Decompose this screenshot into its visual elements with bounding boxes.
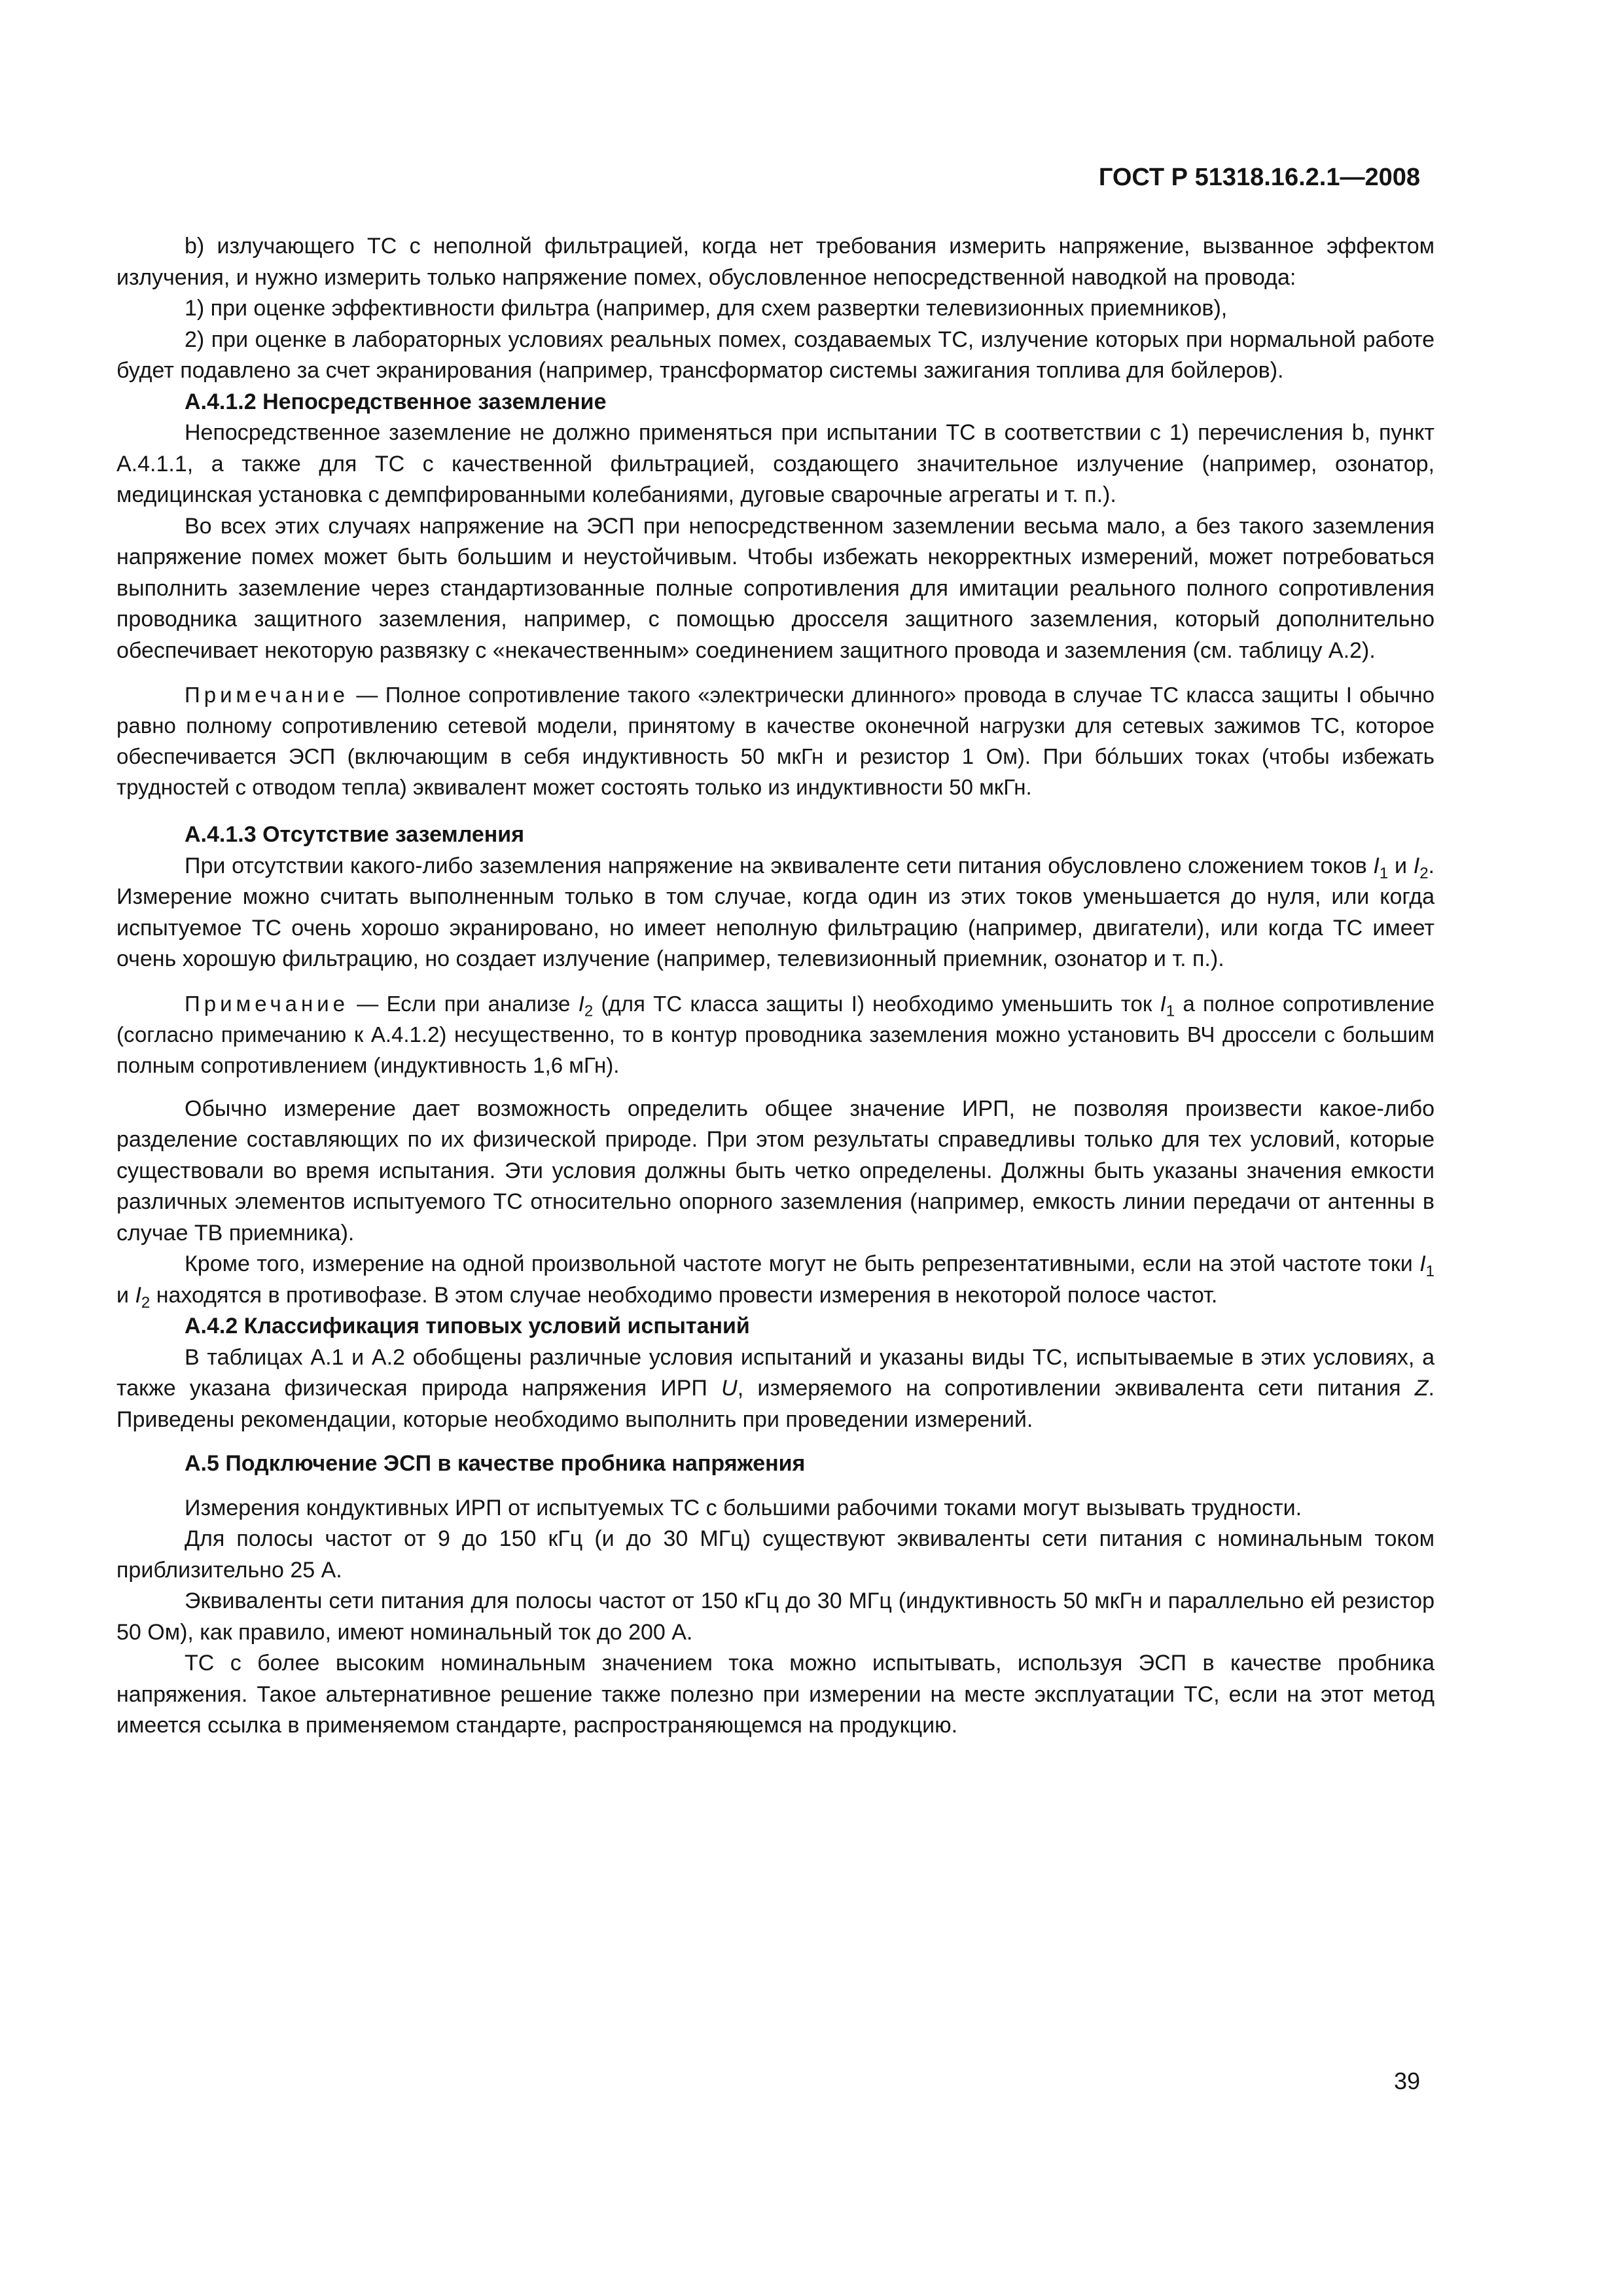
paragraph-sub-item-2: 2) при оценке в лабораторных условиях реальных помех, создаваемых ТС, излучение которых при нормальной работе будет подавлено за счет экранирования (например, трансформатор системы зажигания топлива для бойлеров).	[116, 327, 1435, 383]
section-heading-a5: А.5 Подключение ЭСП в качестве пробника напряжения	[185, 1451, 806, 1476]
document-code-header: ГОСТ Р 51318.16.2.1—2008	[1098, 164, 1420, 191]
paragraph-test-conditions-tables: В таблицах А.1 и А.2 обобщены различные условия испытаний и указаны виды ТС, испытываемые в этих условиях, а также указана физическая природа напряжения ИРП U, измеряемого на сопротивлении эквивалента сети питания Z. Приведены рекомендации, которые необходимо выполнить при проведении измерений.	[116, 1344, 1435, 1432]
paragraph-25a-networks: Для полосы частот от 9 до 150 кГц (и до 30 МГц) существуют эквиваленты сети питания с номинальным током приблизительно 25 А.	[116, 1526, 1435, 1583]
page-number: 39	[1393, 2068, 1420, 2094]
section-heading-a413: А.4.1.3 Отсутствие заземления	[185, 822, 525, 847]
note-text: — Полное сопротивление такого «электрически длинного» провода в случае ТС класса защиты I обычно равно полному сопротивлению сетевой модели, принятому в качестве оконечной нагрузки для сетевых зажимов ТС, которое обеспечивается ЭСП (включающим в себя индуктивность 50 мкГн и резистор 1 Ом). При бóльших токах (чтобы избежать трудностей с отводом тепла) эквивалент может состоять только из индуктивности 50 мкГн.	[116, 683, 1435, 799]
note-label: Примечание	[185, 991, 349, 1016]
paragraph-direct-grounding: Непосредственное заземление не должно применяться при испытании ТС в соответствии с 1) перечисления b, пункт А.4.1.1, а также для ТС с качественной фильтрацией, создающего значительное излучение (например, озонатор, медицинская установка с демпфированными колебаниями, дуговые сварочные агрегаты и т. п.).	[116, 420, 1435, 507]
paragraph-measurement-general: Обычно измерение дает возможность определить общее значение ИРП, не позволяя произвести какое-либо разделение составляющих по их физической природе. При этом результаты справедливы только для тех условий, которые существовали во время испытания. Эти условия должны быть четко определены. Должны быть указаны значения емкости различных элементов испытуемого ТС относительно опорного заземления (например, емкость линии передачи от антенны в случае ТВ приемника).	[116, 1096, 1435, 1246]
section-heading-a412: А.4.1.2 Непосредственное заземление	[185, 389, 607, 414]
note-electrically-long-wire	[116, 679, 1435, 802]
paragraph-200a-networks: Эквиваленты сети питания для полосы частот от 150 кГц до 30 МГц (индуктивность 50 мкГн и параллельно ей резистор 50 Ом), как правило, имеют номинальный ток до 200 А.	[116, 1588, 1435, 1645]
section-heading-a42: А.4.2 Классификация типовых условий испытаний	[185, 1314, 750, 1338]
paragraph-grounding-cases: Во всех этих случаях напряжение на ЭСП при непосредственном заземлении весьма мало, а без такого заземления напряжение помех может быть большим и неустойчивым. Чтобы избежать некорректных измерений, может потребоваться выполнить заземление через стандартизованные полные сопротивления для имитации реального полного сопротивления проводника защитного заземления, например, с помощью дросселя защитного заземления, который дополнительно обеспечивает некоторую развязку с «некачественным» соединением защитного провода и заземления (см. таблицу А.2).	[116, 513, 1435, 663]
paragraph-no-grounding: При отсутствии какого-либо заземления напряжение на эквиваленте сети питания обусловлено сложением токов $I_1$ и $I_2$. Измерение можно считать выполненным только в том случае, когда один из этих токов уменьшается до нуля, или когда испытуемое ТС очень хорошо экранировано, но имеет неполную фильтрацию (например, двигатели), или когда ТС имеет очень хорошую фильтрацию, но создает излучение (например, телевизионный приемник, озонатор и т. п.).	[116, 853, 1435, 971]
page-body	[116, 231, 1435, 1742]
paragraph-sub-item-1: 1) при оценке эффективности фильтра (например, для схем развертки телевизионных приемников),	[185, 296, 1228, 321]
note-label: Примечание	[185, 683, 349, 707]
paragraph-frequency-representative: Кроме того, измерение на одной произвольной частоте могут не быть репрезентативными, если на этой частоте токи $I_1$ и $I_2$ находятся в противофазе. В этом случае необходимо провести измерения в некоторой полосе частот.	[116, 1251, 1435, 1312]
paragraph-list-item-b: b) излучающего ТС с неполной фильтрацией, когда нет требования измерить напряжение, вызванное эффектом излучения, и нужно измерить только напряжение помех, обусловленное непосредственной наводкой на провода:	[116, 234, 1435, 290]
note-i2-analysis: Примечание — Если при анализе $I_2$ (для ТС класса защиты I) необходимо уменьшить ток $I_1$ а полное сопротивление (согласно примечанию к А.4.1.2) несущественно, то в контур проводника заземления можно установить ВЧ дроссели с большим полным сопротивлением (индуктивность 1,6 мГн).	[116, 991, 1435, 1077]
paragraph-high-current-difficulty: Измерения кондуктивных ИРП от испытуемых ТС с большими рабочими токами могут вызывать трудности.	[185, 1495, 1302, 1520]
paragraph-voltage-probe: ТС с более высоким номинальным значением тока можно испытывать, используя ЭСП в качестве пробника напряжения. Такое альтернативное решение также полезно при измерении на месте эксплуатации ТС, если на этот метод имеется ссылка в применяемом стандарте, распространяющемся на продукцию.	[116, 1651, 1435, 1738]
